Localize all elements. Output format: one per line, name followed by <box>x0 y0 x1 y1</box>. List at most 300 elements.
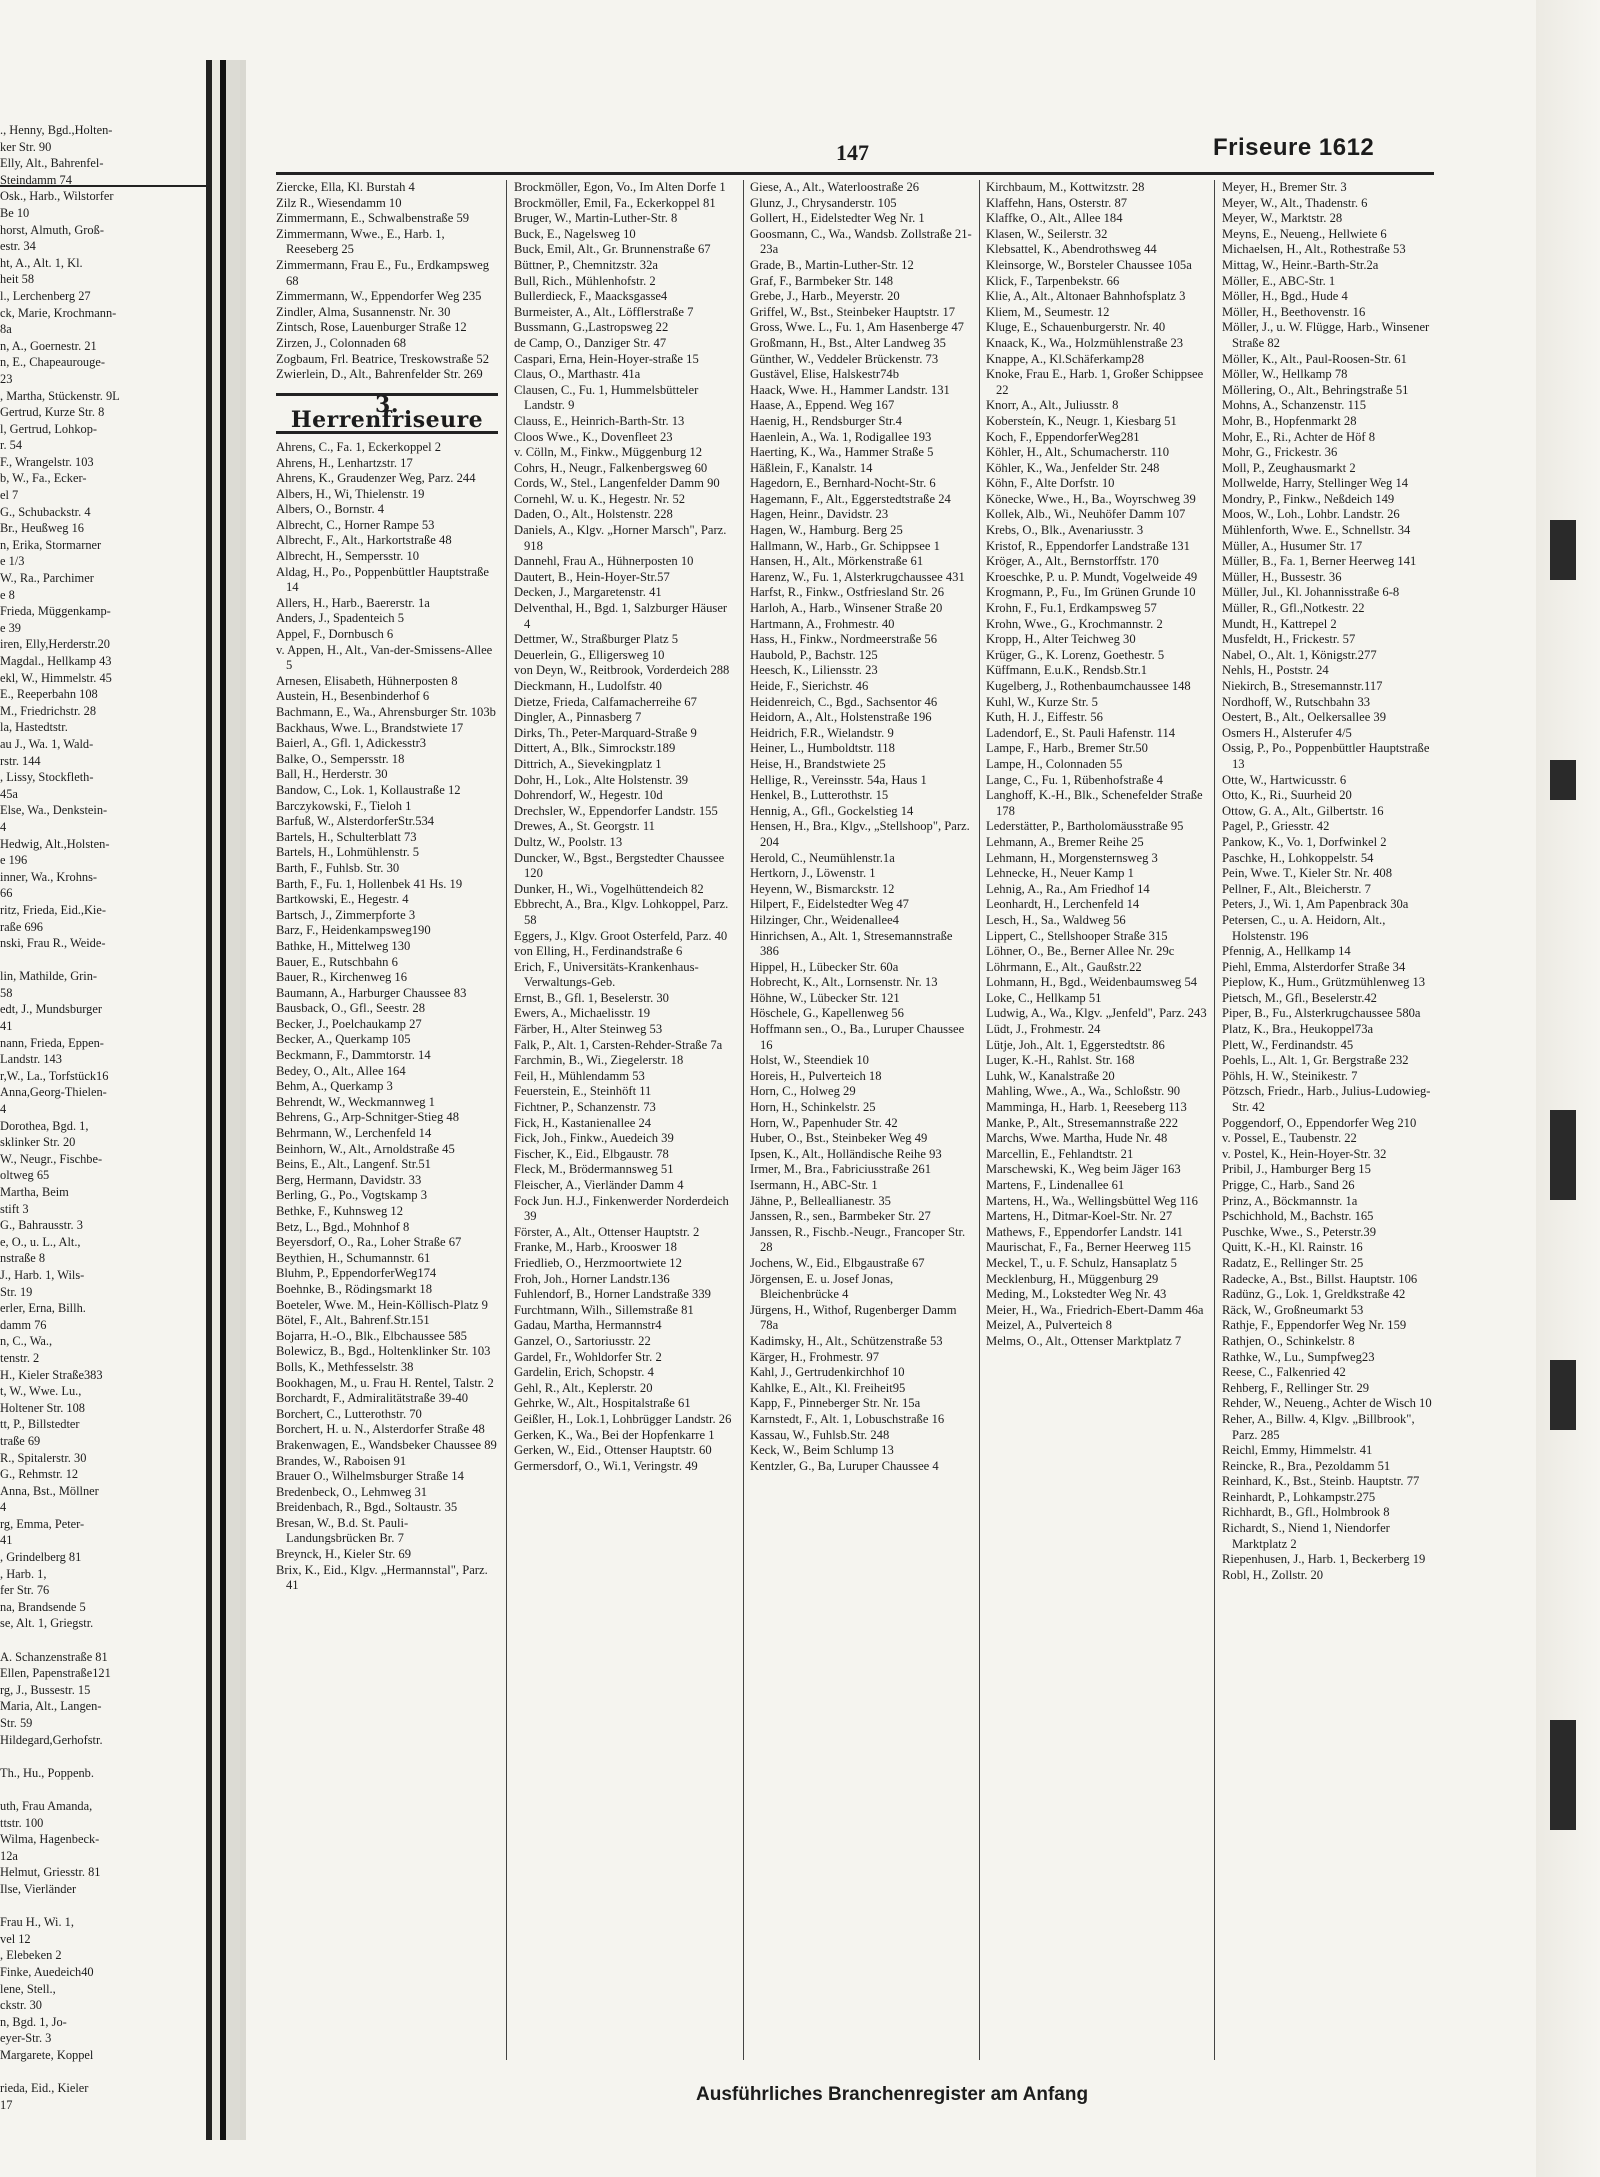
directory-entry: Kuhl, W., Kurze Str. 5 <box>986 694 1098 709</box>
directory-entry: Reinhardt, P., Lohkampstr.275 <box>1222 1489 1376 1504</box>
directory-entry: Falk, P., Alt. 1, Carsten-Rehder-Straße 7a <box>514 1037 723 1052</box>
directory-entry: Haase, A., Eppend. Weg 167 <box>750 398 895 413</box>
directory-entry: Musfeldt, H., Frickestr. 57 <box>1222 632 1356 647</box>
directory-entry: Rehder, W., Neueng., Achter de Wisch 10 <box>1222 1396 1432 1411</box>
directory-entry: Möllering, O., Alt., Behringstraße 51 <box>1222 382 1409 397</box>
directory-entry: Gollert, H., Eidelstedter Weg Nr. 1 <box>750 211 925 226</box>
left-fragment-line: ekl, W., Himmelstr. 45 <box>0 670 112 685</box>
left-fragment-line: Steindamm 74 <box>0 172 72 187</box>
left-fragment-line: Osk., Harb., Wilstorfer <box>0 189 114 204</box>
directory-entry: Dettmer, W., Straßburger Platz 5 <box>514 632 679 647</box>
directory-entry: Bolls, K., Methfesselstr. 38 <box>276 1359 414 1374</box>
directory-entry: Geißler, H., Lok.1, Lohbrügger Landstr. 26 <box>514 1411 732 1426</box>
left-fragment-line: fer Str. 76 <box>0 1583 50 1598</box>
directory-entry: Jähne, P., Belleallianestr. 35 <box>750 1193 891 1208</box>
directory-entry: Gehl, R., Alt., Keplerstr. 20 <box>514 1380 653 1395</box>
left-fragment-line: vel 12 <box>0 1931 31 1946</box>
left-fragment-line: 4 <box>0 819 7 834</box>
directory-entry: Lampe, F., Harb., Bremer Str.50 <box>986 741 1148 756</box>
left-fragment-line: t, W., Wwe. Lu., <box>0 1384 82 1399</box>
directory-entry: Horeis, H., Pulverteich 18 <box>750 1068 882 1083</box>
directory-entry: Pagel, P., Griesstr. 42 <box>1222 819 1330 834</box>
directory-entry: Fock Jun. H.J., Finkenwerder Norderdeich 39 <box>514 1193 729 1224</box>
directory-entry: Mondry, P., Finkw., Neßdeich 149 <box>1222 491 1395 506</box>
margin-mark <box>1550 1720 1576 1830</box>
directory-entry: Martens, H., Wa., Wellingsbüttel Weg 116 <box>986 1193 1198 1208</box>
left-fragment-line: 41 <box>0 1019 13 1034</box>
directory-entry: Puschke, Wwe., S., Peterstr.39 <box>1222 1224 1377 1239</box>
directory-entry: Bull, Rich., Mühlenhofstr. 2 <box>514 273 656 288</box>
directory-entry: Langhoff, K.-H., Blk., Schenefelder Straße 178 <box>986 788 1203 818</box>
directory-entry: Radatz, E., Rellinger Str. 25 <box>1222 1255 1364 1270</box>
left-fragment-line: damm 76 <box>0 1317 47 1332</box>
directory-entry: Mohr, E., Ri., Achter de Höf 8 <box>1222 429 1376 444</box>
directory-entry: Behrendt, W., Weckmannweg 1 <box>276 1094 435 1109</box>
left-fragment-line: Frieda, Müggenkamp- <box>0 604 111 619</box>
directory-entry: Piehl, Emma, Alsterdorfer Straße 34 <box>1222 959 1406 974</box>
directory-entry: Austein, H., Besenbinderhof 6 <box>276 689 430 704</box>
directory-entry: Dannehl, Frau A., Hühnerposten 10 <box>514 554 694 569</box>
directory-entry: Zogbaum, Frl. Beatrice, Treskowstraße 52 <box>276 351 490 366</box>
directory-entry: Möller, H., Beethovenstr. 16 <box>1222 304 1366 319</box>
left-fragment-line: na, Brandsende 5 <box>0 1599 86 1614</box>
directory-entry: Bluhm, P., EppendorferWeg174 <box>276 1266 437 1281</box>
left-fragment-line <box>0 952 120 969</box>
left-fragment-line: n, E., Chapeaurouge- <box>0 355 105 370</box>
directory-entry: Brockmöller, Egon, Vo., Im Alten Dorfe 1 <box>514 180 726 194</box>
directory-entry: Jürgens, H., Withof, Rugenberger Damm 78a <box>750 1302 957 1333</box>
directory-entry: Heise, H., Brandstwiete 25 <box>750 756 886 771</box>
directory-entry: Gardelin, Erich, Schopstr. 4 <box>514 1365 654 1380</box>
directory-entry: Feuerstein, E., Steinhöft 11 <box>514 1084 652 1099</box>
directory-entry: v. Appen, H., Alt., Van-der-Smissens-Allee 5 <box>276 642 493 673</box>
directory-entry: Büttner, P., Chemnitzstr. 32a <box>514 257 658 272</box>
directory-entry: Hagen, Heinr., Davidstr. 23 <box>750 507 889 522</box>
directory-entry: Mohr, G., Frickestr. 36 <box>1222 445 1338 460</box>
directory-entry: Gustävel, Elise, Halskestr74b <box>750 367 899 382</box>
directory-entry: Barth, F., Fuhlsb. Str. 30 <box>276 860 400 875</box>
directory-entry: Nabel, O., Alt. 1, Königstr.277 <box>1222 647 1377 662</box>
directory-entry: Borchert, H. u. N., Alsterdorfer Straße 48 <box>276 1422 485 1437</box>
directory-entry: Behrmann, W., Lerchenfeld 14 <box>276 1126 432 1141</box>
left-fragment-line: e 8 <box>0 587 15 602</box>
directory-entry: Gerken, K., Wa., Bei der Hopfenkarre 1 <box>514 1427 715 1442</box>
directory-entry: von Elling, H., Ferdinandstraße 6 <box>514 944 683 959</box>
directory-entry: Löhrmann, E., Alt., Gaußstr.22 <box>986 959 1142 974</box>
directory-entry: Rathke, W., Lu., Sumpfweg23 <box>1222 1349 1375 1364</box>
directory-entry: v. Postel, K., Hein-Hoyer-Str. 32 <box>1222 1146 1387 1161</box>
left-fragment-line: uth, Frau Amanda, <box>0 1798 93 1813</box>
margin-mark <box>1550 1110 1576 1200</box>
directory-entry: Heiner, L., Humboldtstr. 118 <box>750 741 895 756</box>
left-fragment-line: heit 58 <box>0 272 35 287</box>
left-fragment-line: edt, J., Mundsburger <box>0 1002 102 1017</box>
directory-entry: Bethke, F., Kuhnsweg 12 <box>276 1204 404 1218</box>
directory-entry: Löhner, O., Be., Berner Allee Nr. 29c <box>986 944 1175 959</box>
directory-entry: Haerting, K., Wa., Hammer Straße 5 <box>750 445 934 460</box>
left-fragment-line: Hildegard,Gerhofstr. <box>0 1732 103 1747</box>
directory-entry: Lesch, H., Sa., Waldweg 56 <box>986 912 1126 927</box>
directory-entry: Gadau, Martha, Hermannstr4 <box>514 1318 662 1333</box>
directory-entry: Delventhal, H., Bgd. 1, Salzburger Häuser 4 <box>514 601 728 631</box>
directory-entry: Beythien, H., Schumannstr. 61 <box>276 1250 431 1265</box>
header-rule <box>276 172 1434 175</box>
directory-entry: Marchs, Wwe. Martha, Hude Nr. 48 <box>986 1131 1168 1146</box>
directory-entry: Knaack, K., Wa., Holzmühlenstraße 23 <box>986 335 1184 350</box>
left-fragment-line: se, Alt. 1, Griegstr. <box>0 1616 94 1631</box>
left-fragment-line: Martha, Beim <box>0 1185 69 1199</box>
directory-entry: Cohrs, H., Neugr., Falkenbergsweg 60 <box>514 460 708 475</box>
directory-entry: Mecklenburg, H., Müggenburg 29 <box>986 1271 1159 1286</box>
directory-entry: Barz, F., Heidenkampsweg190 <box>276 923 431 938</box>
directory-entry: Leonhardt, H., Lerchenfeld 14 <box>986 897 1140 912</box>
left-fragment-line: ttstr. 100 <box>0 1815 44 1830</box>
directory-entry: Quitt, K.-H., Kl. Rainstr. 16 <box>1222 1240 1363 1255</box>
directory-entry: Borchert, C., Lutterothstr. 70 <box>276 1406 422 1421</box>
directory-entry: Zimmermann, Wwe., E., Harb. 1, Reeseberg 25 <box>276 226 445 257</box>
margin-mark <box>1550 760 1576 800</box>
directory-entry: Herold, C., Neumühlenstr.1a <box>750 850 895 865</box>
directory-entry: Hartmann, A., Frohmestr. 40 <box>750 616 895 631</box>
directory-entry: Feil, H., Mühlendamm 53 <box>514 1068 645 1083</box>
directory-entry: Mühlenforth, Wwe. E., Schnellstr. 34 <box>1222 523 1411 538</box>
directory-entry: Hagemann, F., Alt., Eggerstedtstraße 24 <box>750 491 951 506</box>
directory-entry: Beins, E., Alt., Langenf. Str.51 <box>276 1157 431 1172</box>
left-fragment-line: , Elebeken 2 <box>0 1948 62 1963</box>
directory-entry: Buck, E., Nagelsweg 10 <box>514 226 636 241</box>
directory-entry: Zimmermann, W., Eppendorfer Weg 235 <box>276 289 482 304</box>
left-fragment-line: Landstr. 143 <box>0 1052 62 1067</box>
directory-entry: Kobersteín, K., Neugr. 1, Kiesbarg 51 <box>986 413 1177 428</box>
directory-entry: Bolewicz, B., Bgd., Holtenklinker Str. 103 <box>276 1344 491 1359</box>
directory-entry: Becker, A., Querkamp 105 <box>276 1032 411 1047</box>
directory-entry: Köhn, F., Alte Dorfstr. 10 <box>986 476 1115 491</box>
left-fragment-line: n, Bgd. 1, Jo- <box>0 2014 67 2029</box>
directory-entry: Ziercke, Ella, Kl. Burstah 4 <box>276 180 415 194</box>
directory-entry: Clausen, C., Fu. 1, Hummelsbütteler Landstr. 9 <box>514 382 699 413</box>
directory-entry: Bresan, W., B.d. St. Pauli-Landungsbrücken Br. 7 <box>276 1515 409 1546</box>
directory-entry: Meckel, T., u. F. Schulz, Hansaplatz 5 <box>986 1255 1177 1270</box>
left-page-lines <box>0 122 120 2113</box>
left-fragment-line: F., Wrangelstr. 103 <box>0 454 94 469</box>
directory-entry: Grade, B., Martin-Luther-Str. 12 <box>750 257 914 272</box>
directory-entry: Fick, H., Kastanienallee 24 <box>514 1115 652 1130</box>
directory-page <box>246 0 1536 2177</box>
directory-entry: Krogmann, P., Fu., Im Grünen Grunde 10 <box>986 585 1196 600</box>
directory-entry: Hagedorn, E., Bernhard-Nocht-Str. 6 <box>750 476 936 491</box>
directory-entry: Isermann, H., ABC-Str. 1 <box>750 1178 878 1192</box>
directory-entry: Mahling, Wwe., A., Wa., Schloßstr. 90 <box>986 1084 1181 1099</box>
page-header-title: Friseure 1612 <box>1213 134 1375 161</box>
directory-entry: Prigge, C., Harb., Sand 26 <box>1222 1178 1355 1192</box>
margin-mark <box>1550 1360 1576 1430</box>
footer-note: Ausführliches Branchenregister am Anfang <box>696 2084 1089 2105</box>
directory-entry: Zwierlein, D., Alt., Bahrenfelder Str. 269 <box>276 367 483 382</box>
directory-column-2 <box>514 180 736 2060</box>
directory-entry: Möller, W., Hellkamp 78 <box>1222 367 1348 382</box>
directory-entry: Glunz, J., Chrysanderstr. 105 <box>750 195 897 210</box>
directory-entry: Hippel, H., Lübecker Str. 60a <box>750 959 899 974</box>
directory-entry: Fleck, M., Brödermannsweg 51 <box>514 1162 674 1177</box>
directory-entry: Ossig, P., Po., Poppenbüttler Hauptstraße 13 <box>1222 741 1430 771</box>
directory-entry: Dautert, B., Hein-Hoyer-Str.57 <box>514 569 670 584</box>
directory-entry: Mittag, W., Heinr.-Barth-Str.2a <box>1222 257 1379 272</box>
directory-entry: Riepenhusen, J., Harb. 1, Beckerberg 19 <box>1222 1552 1426 1567</box>
directory-entry: Ladendorf, E., St. Pauli Hafenstr. 114 <box>986 725 1176 740</box>
directory-entry: Gerken, W., Eid., Ottenser Hauptstr. 60 <box>514 1443 712 1458</box>
directory-entry: Baumann, A., Harburger Chaussee 83 <box>276 985 467 1000</box>
left-fragment-line: Str. 59 <box>0 1716 33 1730</box>
directory-entry: Anders, J., Spadenteich 5 <box>276 611 405 626</box>
directory-entry: Peters, J., Wi. 1, Am Papenbrack 30a <box>1222 897 1409 912</box>
directory-entry: Bedey, O., Alt., Allee 164 <box>276 1063 406 1078</box>
directory-entry: Küffmann, E.u.K., Rendsb.Str.1 <box>986 663 1148 678</box>
directory-entry: Bookhagen, M., u. Frau H. Rentel, Talstr. 2 <box>276 1375 494 1390</box>
directory-entry: Giese, A., Alt., Waterloostraße 26 <box>750 180 920 194</box>
directory-entry: Gehrke, W., Alt., Hospitalstraße 61 <box>514 1396 691 1411</box>
directory-entry: Dittrich, A., Sievekingplatz 1 <box>514 756 662 771</box>
directory-entry: Grebe, J., Harb., Meyerstr. 20 <box>750 289 900 304</box>
directory-entry: Petersen, C., u. A. Heidorn, Alt., Holstenstr. 196 <box>1222 912 1386 943</box>
left-fragment-line: Br., Heußweg 16 <box>0 521 84 536</box>
left-fragment-line: rieda, Eid., Kieler <box>0 2081 89 2096</box>
directory-entry: Zintsch, Rose, Lauenburger Straße 12 <box>276 320 467 335</box>
directory-entry: Huber, O., Bst., Steinbeker Weg 49 <box>750 1131 928 1146</box>
directory-entry: Balke, O., Sempersstr. 18 <box>276 751 405 766</box>
directory-entry: Kirchbaum, M., Kottwitzstr. 28 <box>986 180 1145 194</box>
directory-entry: Claus, O., Marthastr. 41a <box>514 367 641 382</box>
left-fragment-line: Gertrud, Kurze Str. 8 <box>0 405 105 420</box>
directory-entry: Poehls, L., Alt. 1, Gr. Bergstraße 232 <box>1222 1053 1409 1068</box>
left-fragment-line: e 1/3 <box>0 554 25 569</box>
left-fragment-line: 8a <box>0 322 12 337</box>
left-fragment-line: n, C., Wa., <box>0 1334 53 1349</box>
book-gutter <box>206 60 246 2140</box>
directory-entry: Lehmann, H., Morgensternsweg 3 <box>986 850 1158 865</box>
directory-entry: Appel, F., Dornbusch 6 <box>276 627 394 642</box>
left-fragment-line: erler, Erna, Billh. <box>0 1301 86 1316</box>
directory-entry: Harloh, A., Harb., Winsener Straße 20 <box>750 601 943 616</box>
directory-entry: Moos, W., Loh., Lohbr. Landstr. 26 <box>1222 507 1400 522</box>
directory-entry: Möller, E., ABC-Str. 1 <box>1222 273 1336 288</box>
directory-entry: Cloos Wwe., K., Dovenfleet 23 <box>514 429 673 444</box>
left-fragment-line: rstr. 144 <box>0 753 41 768</box>
directory-entry: Brandes, W., Raboisen 91 <box>276 1453 407 1468</box>
left-fragment-line: Elly, Alt., Bahrenfel- <box>0 156 104 171</box>
left-fragment-line: 45a <box>0 786 18 801</box>
left-fragment-line: estr. 34 <box>0 239 36 254</box>
left-fragment-line: A. Schanzenstraße 81 <box>0 1649 108 1664</box>
directory-entry: Bausback, O., Gfl., Seestr. 28 <box>276 1001 426 1016</box>
directory-entry: Dietze, Frieda, Calfamacherreihe 67 <box>514 694 697 709</box>
directory-entry: Häßlein, F., Kanalstr. 14 <box>750 460 873 475</box>
directory-entry: Janssen, R., sen., Barmbeker Str. 27 <box>750 1209 931 1224</box>
column-divider <box>743 180 744 2060</box>
directory-entry: Brockmöller, Emil, Fa., Eckerkoppel 81 <box>514 195 716 210</box>
left-fragment-line: G., Bahrausstr. 3 <box>0 1218 83 1233</box>
left-fragment-line: iren, Elly,Herderstr.20 <box>0 637 110 652</box>
left-fragment-line <box>0 1898 120 1915</box>
directory-entry: Drewes, A., St. Georgstr. 11 <box>514 819 655 834</box>
directory-entry: Zilz R., Wiesendamm 10 <box>276 195 402 210</box>
directory-entry: Reichl, Emmy, Himmelstr. 41 <box>1222 1443 1373 1458</box>
directory-entry: Möller, H., Bgd., Hude 4 <box>1222 289 1348 304</box>
directory-entry: Ewers, A., Michaelisstr. 19 <box>514 1006 651 1021</box>
directory-entry: Robl, H., Zollstr. 20 <box>1222 1567 1324 1582</box>
directory-entry: Maurischat, F., Fa., Berner Heerweg 115 <box>986 1240 1191 1255</box>
directory-entry: Heesch, K., Liliensstr. 23 <box>750 663 878 678</box>
left-fragment-line: raße 696 <box>0 919 44 934</box>
directory-entry: Harfst, R., Finkw., Ostfriesland Str. 26 <box>750 585 945 600</box>
directory-entry: Fick, Joh., Finkw., Auedeich 39 <box>514 1131 674 1146</box>
directory-entry: Meyns, E., Neueng., Hellwiete 6 <box>1222 226 1387 241</box>
section-heading: 3. Herrenfriseure <box>276 393 498 434</box>
directory-entry: Reher, A., Billw. 4, Klgv. „Billbrook", Parz. 285 <box>1222 1411 1415 1442</box>
directory-entry: Krohn, Wwe., G., Krochmannstr. 2 <box>986 616 1163 631</box>
directory-entry: Heide, F., Sierichstr. 46 <box>750 679 869 693</box>
directory-entry: Mundt, H., Kattrepel 2 <box>1222 616 1337 631</box>
left-fragment-line: 12a <box>0 1848 18 1863</box>
directory-entry: Breidenbach, R., Bgd., Soltaustr. 35 <box>276 1500 458 1515</box>
left-fragment-line: oltweg 65 <box>0 1168 50 1183</box>
left-fragment-line: Margarete, Koppel <box>0 2047 94 2062</box>
directory-entry: Martens, F., Lindenallee 61 <box>986 1178 1125 1192</box>
directory-entry: Lohmann, H., Bgd., Weidenbaumsweg 54 <box>986 975 1198 990</box>
directory-entry: Beinhorn, W., Alt., Arnoldstraße 45 <box>276 1141 455 1156</box>
left-fragment-line: G., Schubackstr. 4 <box>0 504 91 519</box>
left-fragment-line: l, Gertrud, Lohkop- <box>0 421 98 436</box>
directory-entry: Meyer, W., Alt., Thadenstr. 6 <box>1222 195 1368 210</box>
directory-entry: Dohrendorf, W., Hegestr. 10d <box>514 788 663 803</box>
directory-entry: Betz, L., Bgd., Mohnhof 8 <box>276 1219 410 1234</box>
directory-entry: Dunker, H., Wi., Vogelhüttendeich 82 <box>514 881 704 896</box>
directory-entry: Harenz, W., Fu. 1, Alsterkrugchaussee 431 <box>750 569 965 584</box>
directory-entry: Platz, K., Bra., Heukoppel73a <box>1222 1022 1374 1037</box>
directory-entry: Bötel, F., Alt., Bahrenf.Str.151 <box>276 1313 430 1328</box>
directory-entry: Kluge, E., Schauenburgerstr. Nr. 40 <box>986 320 1166 335</box>
directory-entry: Färber, H., Alter Steinweg 53 <box>514 1022 663 1037</box>
left-fragment-line: 4 <box>0 1102 7 1117</box>
directory-entry: Henkel, B., Lutterothstr. 15 <box>750 788 889 803</box>
directory-entry: Daden, O., Alt., Holstenstr. 228 <box>514 507 673 522</box>
directory-entry: Hilzinger, Chr., Weidenallee4 <box>750 912 899 927</box>
left-fragment-line: n, Erika, Stormarner <box>0 537 102 552</box>
left-fragment-line: traße 69 <box>0 1433 41 1448</box>
directory-entry: Piper, B., Fu., Alsterkrugchaussee 580a <box>1222 1006 1421 1021</box>
directory-entry: Caspari, Erna, Hein-Hoyer-straße 15 <box>514 351 699 366</box>
directory-entry: Jörgensen, E. u. Josef Jonas, Bleichenbrücke 4 <box>750 1271 894 1302</box>
directory-entry: Cords, W., Stel., Langenfelder Damm 90 <box>514 476 720 491</box>
directory-entry: Mohns, A., Schanzenstr. 115 <box>1222 398 1367 413</box>
directory-entry: Dirks, Th., Peter-Marquard-Straße 9 <box>514 725 697 740</box>
left-fragment-line: rg, J., Bussestr. 15 <box>0 1682 91 1697</box>
directory-entry: Hagen, W., Hamburg. Berg 25 <box>750 523 903 538</box>
directory-entry: Kliem, M., Seumestr. 12 <box>986 304 1110 319</box>
directory-entry: Heidenreich, C., Bgd., Sachsentor 46 <box>750 694 938 709</box>
directory-entry: Burmeister, A., Alt., Löfflerstraße 7 <box>514 304 694 319</box>
directory-entry: Karnstedt, F., Alt. 1, Lobuschstraße 16 <box>750 1411 945 1426</box>
directory-entry: Klasen, W., Seilerstr. 32 <box>986 226 1108 241</box>
left-fragment-line: e 196 <box>0 853 28 868</box>
directory-entry: Moll, P., Zeughausmarkt 2 <box>1222 460 1356 475</box>
directory-entry: Müller, B., Fa. 1, Berner Heerweg 141 <box>1222 554 1417 569</box>
left-fragment-line: rg, Emma, Peter- <box>0 1516 85 1531</box>
left-fragment-line: e 39 <box>0 620 21 635</box>
directory-entry: Brakenwagen, E., Wandsbeker Chaussee 89 <box>276 1437 497 1452</box>
directory-entry: Günther, W., Veddeler Brückenstr. 73 <box>750 351 939 366</box>
directory-entry: Gardel, Fr., Wohldorfer Str. 2 <box>514 1349 662 1364</box>
directory-entry: Räck, W., Großneumarkt 53 <box>1222 1302 1364 1317</box>
directory-entry: Lederstätter, P., Bartholomäusstraße 95 <box>986 819 1184 834</box>
column-divider <box>979 180 980 2060</box>
directory-entry: Fischer, K., Eid., Elbgaustr. 78 <box>514 1146 669 1161</box>
directory-entry: Zirzen, J., Colonnaden 68 <box>276 335 407 350</box>
directory-entry: Lütje, Joh., Alt. 1, Eggerstedtstr. 86 <box>986 1037 1165 1052</box>
directory-entry: Graf, F., Barmbeker Str. 148 <box>750 273 894 288</box>
left-fragment-line: sklinker Str. 20 <box>0 1135 76 1150</box>
left-fragment-line: ker Str. 90 <box>0 139 52 154</box>
directory-entry: Müller, H., Bussestr. 36 <box>1222 569 1342 584</box>
directory-entry: Zimmermann, Frau E., Fu., Erdkampsweg 68 <box>276 257 490 288</box>
directory-entry: Friedlieb, O., Herzmoortwiete 12 <box>514 1255 682 1270</box>
left-fragment-line: Holtener Str. 108 <box>0 1400 86 1415</box>
directory-entry: Ganzel, O., Sartoriusstr. 22 <box>514 1333 651 1348</box>
left-fragment-line: Else, Wa., Denkstein- <box>0 803 108 818</box>
directory-entry: Pankow, K., Vo. 1, Dorfwinkel 2 <box>1222 834 1387 849</box>
left-fragment-line: ckstr. 30 <box>0 1998 42 2013</box>
directory-entry: Manke, P., Alt., Stresemannstraße 222 <box>986 1115 1179 1130</box>
directory-entry: Keck, W., Beim Schlump 13 <box>750 1443 894 1458</box>
directory-column-4 <box>986 180 1208 2060</box>
directory-entry: Albers, O., Bornstr. 4 <box>276 502 385 517</box>
left-fragment-line: Ellen, Papenstraße121 <box>0 1666 111 1681</box>
directory-entry: Kuth, H. J., Eiffestr. 56 <box>986 710 1103 725</box>
directory-entry: Hilpert, F., Eidelstedter Weg 47 <box>750 897 909 912</box>
directory-entry: Klaffke, O., Alt., Allee 184 <box>986 211 1123 226</box>
directory-entry: Albrecht, C., Horner Rampe 53 <box>276 517 435 532</box>
left-fragment-line: Hedwig, Alt.,Holsten- <box>0 836 110 851</box>
directory-entry: Dingler, A., Pinnasberg 7 <box>514 710 642 725</box>
directory-entry: Meding, M., Lokstedter Weg Nr. 43 <box>986 1287 1167 1302</box>
directory-entry: Hansen, H., Alt., Mörkenstraße 61 <box>750 554 924 569</box>
directory-entry: Beyersdorf, O., Ra., Loher Straße 67 <box>276 1235 462 1250</box>
directory-entry: Cornehl, W. u. K., Hegestr. Nr. 52 <box>514 491 686 506</box>
directory-entry: Otte, W., Hartwicusstr. 6 <box>1222 772 1347 787</box>
left-fragment-line: Str. 19 <box>0 1284 33 1299</box>
directory-entry: Clauss, E., Heinrich-Barth-Str. 13 <box>514 413 685 428</box>
directory-entry: Buck, Emil, Alt., Gr. Brunnenstraße 67 <box>514 242 711 257</box>
left-fragment-line: la, Hastedtstr. <box>0 720 68 735</box>
directory-entry: Lehnig, A., Ra., Am Friedhof 14 <box>986 881 1150 896</box>
directory-entry: Behrens, G., Arp-Schnitger-Stieg 48 <box>276 1110 460 1125</box>
left-fragment-line: lene, Stell., <box>0 1981 56 1996</box>
directory-entry: Förster, A., Alt., Ottenser Hauptstr. 2 <box>514 1224 700 1239</box>
directory-entry: Mathews, F., Eppendorfer Landstr. 141 <box>986 1224 1183 1239</box>
directory-entry: Albers, H., Wi, Thielenstr. 19 <box>276 486 425 501</box>
directory-entry: v. Cölln, M., Finkw., Müggenburg 12 <box>514 445 703 460</box>
directory-entry: Kröger, A., Alt., Bernstorffstr. 170 <box>986 554 1159 569</box>
directory-column-5 <box>1222 180 1434 2060</box>
directory-entry: Hertkorn, J., Löwenstr. 1 <box>750 866 876 881</box>
directory-entry: Höhne, W., Lübecker Str. 121 <box>750 990 900 1005</box>
directory-entry: Radünz, G., Lok. 1, Greldkstraße 42 <box>1222 1287 1406 1302</box>
left-fragment-line: R., Spitalerstr. 30 <box>0 1450 87 1465</box>
left-fragment-line: Maria, Alt., Langen- <box>0 1699 102 1714</box>
directory-entry: Kollek, Alb., Wi., Neuhöfer Damm 107 <box>986 507 1186 522</box>
directory-entry: Nehls, H., Poststr. 24 <box>1222 663 1329 678</box>
directory-entry: Duncker, W., Bgst., Bergstedter Chaussee 120 <box>514 850 725 881</box>
directory-entry: Hinrichsen, A., Alt. 1, Stresemannstraße 386 <box>750 928 953 959</box>
